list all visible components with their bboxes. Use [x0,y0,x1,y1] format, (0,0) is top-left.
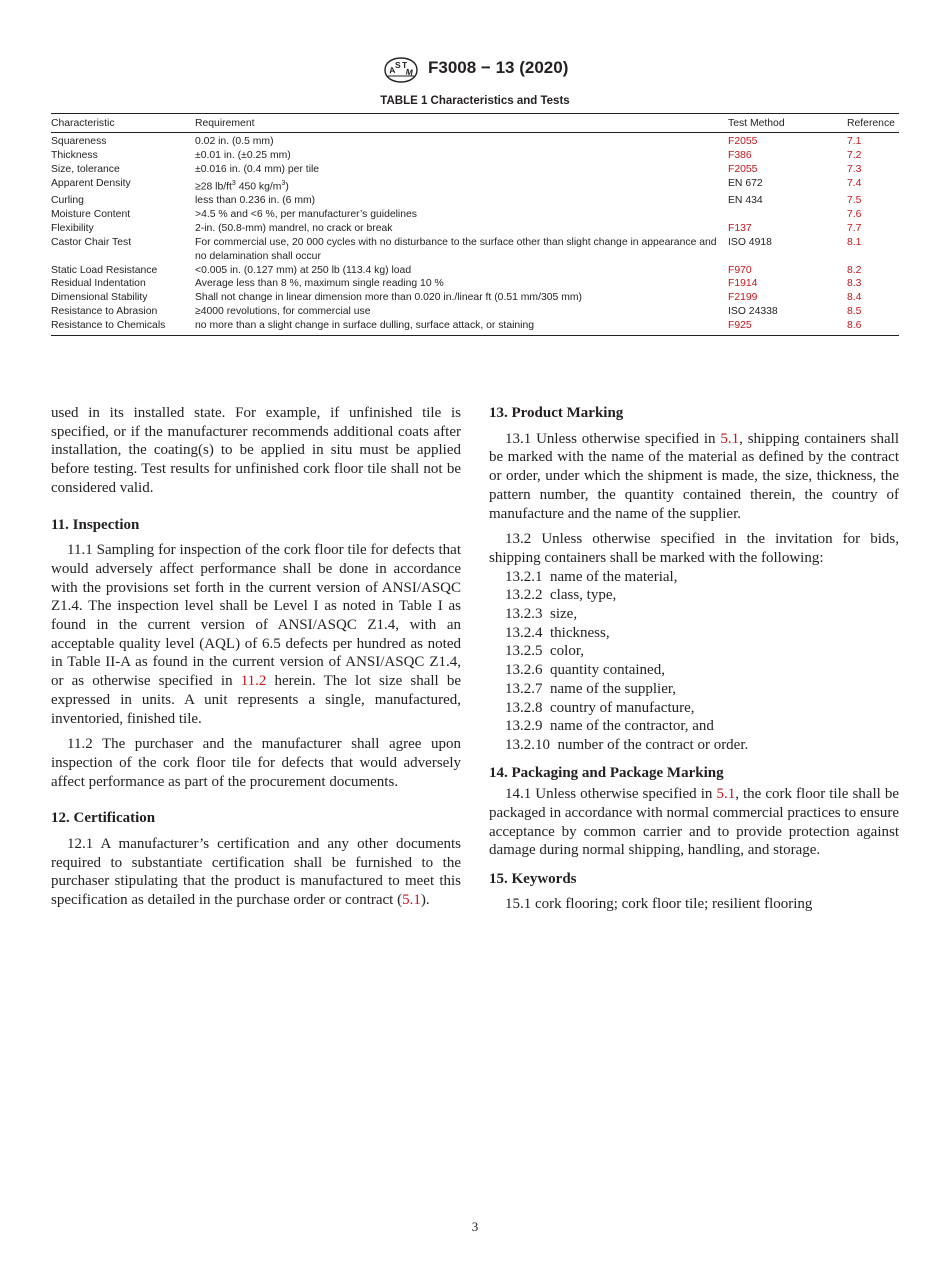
marking-list [489,568,899,755]
table-row [51,264,899,278]
section-13-heading: 13. Product Marking [489,405,624,421]
cell-test-method: ISO 24338 [728,306,778,318]
xref-11-2-link[interactable]: 11.2 [240,673,267,690]
cell-requirement: 2-in. (50.8-mm) mandrel, no crack or break [195,222,393,234]
column-header-test-method: Test Method [728,118,785,129]
list-item-text: quantity contained, [550,662,665,679]
cell-characteristic: Castor Chair Test [51,236,132,248]
cell-reference [847,163,899,177]
cell-requirement: ±0.01 in. (±0.25 mm) [195,149,291,161]
reference-link[interactable]: 7.7 [847,222,862,234]
list-item-number: 13.2.4 [505,624,543,641]
cell-requirement: less than 0.236 in. (6 mm) [195,195,316,206]
xref-5-1-link[interactable]: 5.1 [716,786,736,803]
list-item-text: color, [550,643,584,660]
cell-test-method: ISO 4918 [728,236,772,248]
list-item-number: 13.2.6 [505,662,543,679]
reference-link[interactable]: 7.3 [847,163,862,175]
list-item [489,661,899,680]
list-item [489,605,899,624]
list-item-number: 13.2.10 [505,736,550,753]
cell-requirement: For commercial use, 20 000 cycles with no disturbance to the surface other than slight change in appearance and no delamination shall occur [195,236,717,262]
cell-test-method [728,291,847,305]
cell-requirement: >4.5 % and <6 %, per manufacturer’s guidelines [195,208,417,220]
svg-text:M: M [405,66,414,78]
table-row [51,291,899,305]
page-header [0,56,950,84]
reference-link[interactable]: 8.4 [847,292,862,304]
test-method-link[interactable]: F2199 [728,292,758,304]
cell-characteristic: Flexibility [51,222,94,234]
reference-link[interactable]: 8.2 [847,264,862,276]
test-method-link[interactable]: F925 [728,320,752,332]
cell-test-method [728,163,847,177]
reference-link[interactable]: 7.5 [847,195,862,206]
test-method-link[interactable]: F970 [728,264,752,276]
cell-characteristic: Thickness [51,149,98,161]
continued-paragraph: used in its installed state. For example, if unfinished tile is specified, or if the manufacturer recommends additional coats after installation, the coating(s) to be applied in situ must be applied before testing. Test results for unfinished cork floor tile shall not be considered valid. [51,405,461,496]
cell-test-method [728,132,847,148]
cell-reference [847,177,899,194]
cell-test-method: EN 672 [728,177,763,189]
list-item-number: 13.2.8 [505,699,543,716]
list-item-text: class, type, [550,587,617,604]
cell-characteristic: Resistance to Abrasion [51,306,158,318]
list-item-number: 13.2.1 [505,568,543,585]
paragraph-13-1: 13.1 Unless otherwise specified in 5.1, shipping containers shall be marked with the name of the material as defined by the contract or order, under which the shipment is made, the size, thickness, the pattern number, the quantity contained therein, the country of manufacture and the name of the supplier. [489,430,899,522]
cell-reference [847,149,899,163]
table-row [51,305,899,319]
cell-reference [847,264,899,278]
cell-reference [847,194,899,208]
table-row [51,236,899,264]
list-item [489,642,899,661]
cell-requirement: no more than a slight change in surface dulling, surface attack, or staining [195,320,535,332]
cell-characteristic: Resistance to Chemicals [51,320,166,332]
cell-reference [847,319,899,335]
cell-characteristic: Dimensional Stability [51,292,148,304]
reference-link[interactable]: 8.5 [847,306,862,318]
document-designation: F3008 − 13 (2020) [428,58,569,77]
left-column [51,404,461,910]
cell-characteristic: Size, tolerance [51,163,120,175]
cell-characteristic: Moisture Content [51,208,131,220]
list-item [489,568,899,587]
column-header-characteristic: Characteristic [51,118,115,129]
cell-reference [847,132,899,148]
cell-requirement: 0.02 in. (0.5 mm) [195,135,274,147]
cell-characteristic: Residual Indentation [51,278,146,290]
test-method-link[interactable]: F2055 [728,135,758,147]
paragraph-11-2: 11.2 The purchaser and the manufacturer shall agree upon inspection of the cork floor tile for defects that would adversely affect performance as part of the procurement documents. [51,736,461,790]
svg-text:S: S [395,60,401,70]
cell-test-method [728,319,847,335]
table-row [51,277,899,291]
cell-test-method [728,208,847,222]
list-item-text: number of the contract or order. [557,736,749,753]
cell-reference [847,277,899,291]
cell-requirement: Average less than 8 %, maximum single reading 10 % [195,278,444,290]
list-item-text: name of the material, [550,568,678,585]
list-item [489,699,899,718]
list-item-number: 13.2.3 [505,606,543,623]
column-header-reference: Reference [847,118,895,129]
table-body [51,132,899,335]
cell-test-method [728,222,847,236]
reference-link[interactable]: 7.6 [847,208,862,220]
cell-characteristic: Squareness [51,135,107,147]
table-row [51,163,899,177]
cell-reference [847,305,899,319]
cell-reference [847,291,899,305]
cell-reference [847,208,899,222]
reference-link[interactable]: 7.1 [847,135,862,147]
xref-5-1-link[interactable]: 5.1 [720,430,740,447]
svg-text:T: T [402,60,408,70]
table-row [51,208,899,222]
reference-link[interactable]: 7.4 [847,177,862,189]
section-15-heading: 15. Keywords [489,871,577,888]
cell-requirement: ≥4000 revolutions, for commercial use [195,306,371,318]
reference-link[interactable]: 8.1 [847,236,862,248]
test-method-link[interactable]: F1914 [728,278,758,290]
astm-logo-icon [381,56,421,84]
list-item-number: 13.2.5 [505,643,543,660]
cell-test-method [728,264,847,278]
paragraph-14-1: 14.1 Unless otherwise specified in 5.1, the cork floor tile shall be packaged in accordance with normal commercial practices to ensure acceptance by common carrier and to provide protection against damage during normal shipping, handling, and storage. [489,786,899,859]
cell-requirement: ≥28 $lb/ft^3$ 450 $kg/m^3$) [195,179,289,193]
column-header-requirement: Requirement [195,118,255,129]
table-row [51,319,899,335]
list-item-text: thickness, [550,624,610,641]
page-number: 3 [471,1219,479,1234]
xref-5-1-link[interactable]: 5.1 [402,892,421,909]
cell-requirement: ±0.016 in. (0.4 mm) per tile [195,163,320,175]
cell-characteristic: Static Load Resistance [51,264,158,276]
reference-link[interactable]: 7.2 [847,149,862,161]
table-row [51,222,899,236]
list-item [489,717,899,736]
list-item [489,736,899,755]
list-item-text: name of the contractor, and [550,718,714,735]
svg-text:A: A [388,64,396,76]
paragraph-12-1: 12.1 A manufacturer’s certification and any other documents required to substantiate certification shall be furnished to the purchaser stipulating that the product is manufactured to meet this specification as detailed in the purchase order or contract (5.1). [51,836,461,909]
cell-reference [847,222,899,236]
list-item [489,624,899,643]
cell-test-method [728,277,847,291]
reference-link[interactable]: 8.6 [847,320,862,332]
list-item-text: size, [550,606,578,623]
cell-test-method [728,149,847,163]
list-item-number: 13.2.2 [505,587,543,604]
cell-characteristic: Curling [51,195,84,206]
right-column [489,404,899,914]
test-method-link[interactable]: F2055 [728,163,758,175]
list-item-text: name of the supplier, [550,680,677,697]
list-item [489,680,899,699]
cell-requirement: Shall not change in linear dimension more than 0.020 in./linear ft (0.51 mm/305 mm) [195,292,582,304]
paragraph-13-2: 13.2 Unless otherwise specified in the invitation for bids, shipping containers shall be marked with the following: [489,531,899,566]
list-item-text: country of manufacture, [550,699,695,716]
table-header-row [51,114,899,133]
table-row [51,149,899,163]
section-11-heading: 11. Inspection [51,516,140,533]
cell-reference [847,236,899,264]
list-item-number: 13.2.9 [505,718,543,735]
table-row [51,194,899,208]
table-title: TABLE 1 Characteristics and Tests [380,95,570,107]
list-item [489,586,899,605]
test-method-link[interactable]: F386 [728,149,752,161]
test-method-link[interactable]: F137 [728,222,752,234]
paragraph-11-1: 11.1 Sampling for inspection of the cork floor tile for defects that would adversely affect performance shall be done in accordance with the provisions set forth in the current version of ANSI/ASQC Z1.4. The inspection level shall be Level I as noted in Table I as found in the current version of ANSI/ASQC Z1.4, with an acceptable quality level (AQL) of 6.5 defects per hundred as noted in Table II-A as found in the current version of ANSI/ASQC Z1.4, or as otherwise specified in 11.2 herein. The lot size shall be expressed in units. A unit represents a single, manufactured, inventoried, finished tile. [51,542,461,727]
section-12-heading: 12. Certification [51,810,156,827]
characteristics-table [51,113,899,336]
reference-link[interactable]: 8.3 [847,278,862,290]
cell-requirement: <0.005 in. (0.127 mm) at 250 lb (113.4 kg) load [195,264,412,276]
table-row [51,132,899,148]
table-row [51,177,899,194]
cell-test-method: EN 434 [728,195,763,206]
list-item-number: 13.2.7 [505,680,543,697]
section-14-heading: 14. Packaging and Package Marking [489,764,724,781]
paragraph-15-1: 15.1 cork flooring; cork floor tile; resilient flooring [505,895,813,912]
cell-characteristic: Apparent Density [51,177,131,189]
